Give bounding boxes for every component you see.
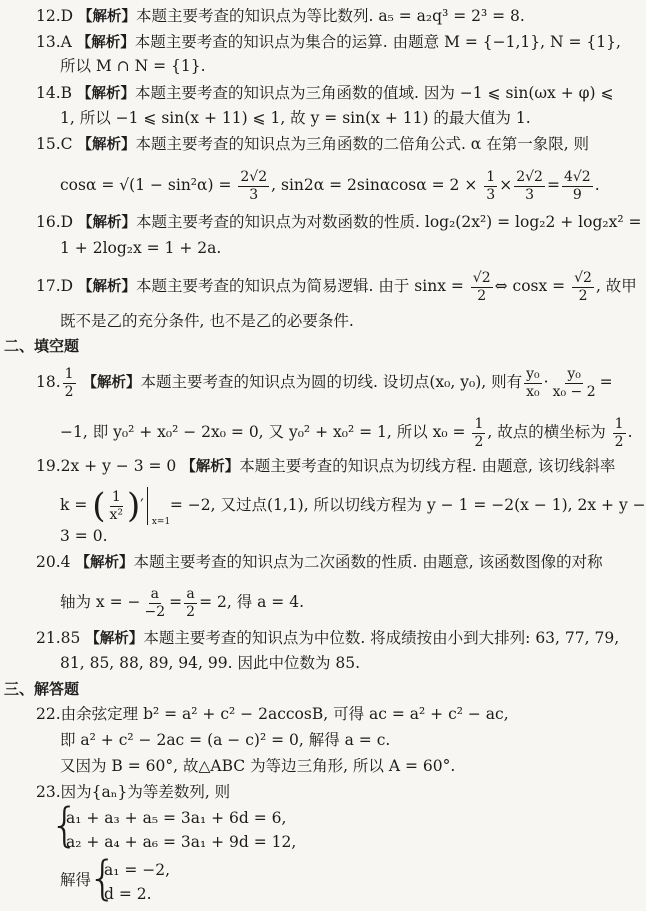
q17-text-a: 本题主要考查的知识点为简易逻辑. 由于 sinx =	[136, 277, 464, 295]
q18-text-a: 本题主要考查的知识点为圆的切线. 设切点(x₀, y₀), 则有	[140, 373, 523, 391]
q12-label: 12.D	[36, 7, 74, 25]
q17-fraction-1: $\frac{√2}{2}$	[472, 269, 491, 304]
q18-fraction-2: $\frac{\text{y₀}}{\text{x₀ − 2}}$	[552, 365, 596, 400]
q20-line-1	[36, 552, 603, 574]
q19-text-1: 本题主要考查的知识点为切线方程. 由题意, 该切线斜率	[239, 457, 616, 475]
q17-text-c: , 故甲	[595, 277, 637, 295]
q19-label: 19.2x + y − 3 = 0	[36, 457, 177, 475]
q21-label: 21.85	[36, 629, 81, 647]
q21-analysis-tag: 【解析】	[85, 631, 144, 647]
q18-label-fraction: $\frac{1}{2}$	[64, 365, 74, 400]
q20-analysis-tag: 【解析】	[75, 555, 134, 571]
q15-fraction-4: $\frac{4√2}{9}$	[563, 168, 591, 203]
q19-line-1	[36, 456, 615, 478]
q21-text-1: 本题主要考查的知识点为中位数. 将成绩按由小到大排列: 63, 77, 79,	[143, 629, 620, 647]
q14-text-1: 本题主要考查的知识点为三角函数的值域. 因为 −1 ⩽ sin(ωx + φ) ⩽	[134, 84, 614, 102]
q18-text-2b: , 故点的横坐标为	[487, 423, 606, 441]
q18-text-2a: −1, 即 y₀² + x₀² − 2x₀ = 0, 又 y₀² + x₀² = 1, 所以 x₀ =	[60, 423, 466, 441]
q17-text-b: ⇔ cosx =	[494, 277, 566, 295]
q15-line-1	[36, 134, 589, 156]
q15-fraction-2: $\frac{1}{3}$	[486, 168, 496, 203]
q21-line-2: 81, 85, 88, 89, 94, 99. 因此中位数为 85.	[60, 654, 361, 672]
q17-line-2: 既不是乙的充分条件, 也不是乙的必要条件.	[60, 312, 354, 330]
q20-line-2: 轴为 x = − $\frac{a}{-2}$ = $\frac{a}{2}$ = 2, 得 a = 4.	[60, 585, 304, 620]
q23-solution-2: d = 2.	[104, 885, 152, 903]
q20-fraction-2: $\frac{a}{2}$	[186, 585, 196, 620]
q15-equals: =	[546, 176, 560, 194]
q20-fraction-1: $\frac{a}{-2}$	[144, 585, 166, 620]
section-answer-heading: 三、解答题	[4, 680, 80, 698]
q20-text-2c: = 2, 得 a = 4.	[199, 593, 304, 611]
q13-line-2: 所以 M ∩ N = {1}.	[60, 57, 206, 75]
q18-fraction-1: $\frac{\text{y₀}}{\text{x₀}}$	[526, 365, 540, 400]
q15-text-1: 本题主要考查的知识点为三角函数的二倍角公式. α 在第一象限, 则	[135, 135, 590, 153]
q14-line-1	[36, 83, 613, 105]
q17-analysis-tag: 【解析】	[78, 279, 137, 295]
q19-fraction: $\frac{1}{\text{x²}}$	[109, 488, 124, 523]
q13-text-1: 本题主要考查的知识点为集合的运算. 由题意 M = {−1,1}, N = {1},	[134, 33, 621, 51]
q23-system-eq-2: a₂ + a₄ + a₆ = 3a₁ + 9d = 12,	[66, 833, 297, 851]
q22-line-3: 又因为 B = 60°, 故△ABC 为等边三角形, 所以 A = 60°.	[60, 757, 456, 775]
q23-system-eq-1: a₁ + a₃ + a₅ = 3a₁ + 6d = 6,	[66, 809, 287, 827]
q20-text-2a: 轴为 x = −	[60, 593, 141, 611]
q15-analysis-tag: 【解析】	[77, 137, 136, 153]
q18-fraction-3: $\frac{1}{2}$	[474, 415, 484, 450]
q15-sin2a-expr: , sin2α = 2sinαcosα = 2 ×	[271, 176, 478, 194]
q18-analysis-tag: 【解析】	[82, 375, 141, 391]
q19-line-2: k = ( $\frac{1}{\text{x²}}$ )′ x=1 = −2, 又过点(1,1), 所以切线方程为 y − 1 = −2(x − 1), 2x + y −	[60, 486, 646, 527]
q14-line-2: 1, 所以 −1 ⩽ sin(x + 11) ⩽ 1, 故 y = sin(x + 11) 的最大值为 1.	[60, 109, 531, 127]
q16-label: 16.D	[36, 213, 74, 231]
q20-text-1: 本题主要考查的知识点为二次函数的性质. 由题意, 该函数图像的对称	[133, 553, 603, 571]
q23-system-brace: {	[50, 798, 80, 852]
q19-analysis-tag: 【解析】	[181, 459, 240, 475]
q18-line-1: 18. $\frac{1}{2}$ 【解析】本题主要考查的知识点为圆的切线. 设切点(x₀, y₀), 则有 $\frac{\text{y₀}}{\text{x₀}}$ · $\frac{\text{y₀}}{\text{x₀ − 2}}$ =	[36, 365, 613, 400]
q13-analysis-tag: 【解析】	[76, 35, 135, 51]
q18-fraction-4: $\frac{1}{2}$	[614, 415, 624, 450]
q16-text-1: 本题主要考查的知识点为对数函数的性质. log₂(2x²) = log₂2 + log₂x² =	[136, 213, 642, 231]
q15-line-2: cosα = √(1 − sin²α) = $\frac{2√2}{3}$ , sin2α = 2sinαcosα = 2 × $\frac{1}{3}$ × $\frac{2√2}{3}$ = $\frac{4√2}{9}$ .	[60, 168, 600, 203]
q23-solve-label: 解得	[60, 871, 92, 889]
q15-cos-expr: cosα = √(1 − sin²α) =	[60, 176, 232, 194]
q16-line-1	[36, 212, 641, 234]
q17-fraction-2: $\frac{√2}{2}$	[574, 269, 592, 304]
q20-label: 20.4	[36, 553, 71, 571]
q16-line-2: 1 + 2log₂x = 1 + 2a.	[60, 239, 222, 257]
q12-line-1	[36, 6, 525, 28]
q14-analysis-tag: 【解析】	[76, 86, 135, 102]
q18-line-2: −1, 即 y₀² + x₀² − 2x₀ = 0, 又 y₀² + x₀² = 1, 所以 x₀ = $\frac{1}{2}$ , 故点的横坐标为 $\frac{1}{2}$ .	[60, 415, 633, 450]
q22-line-2: 即 a² + c² − 2ac = (a − c)² = 0, 解得 a = c.	[60, 731, 391, 749]
q19-k: k =	[60, 496, 88, 514]
q22-line-1: 22.由余弦定理 b² = a² + c² − 2accosB, 可得 ac = a² + c² − ac,	[36, 705, 509, 723]
q17-line-1	[36, 266, 637, 306]
q12-text: 本题主要考查的知识点为等比数列.	[136, 7, 374, 25]
q12-analysis-tag: 【解析】	[78, 9, 137, 25]
q17-label: 17.D	[36, 277, 74, 295]
q19-evaluation-bar: x=1	[147, 487, 170, 525]
q15-fraction-3: $\frac{2√2}{3}$	[516, 168, 543, 203]
q16-analysis-tag: 【解析】	[78, 215, 137, 231]
q13-line-1	[36, 32, 621, 54]
q18-label-prefix: 18.	[36, 373, 61, 391]
q19-line-3: 3 = 0.	[60, 527, 108, 545]
q15-label: 15.C	[36, 135, 73, 153]
q23-solution-brace: {	[88, 851, 118, 905]
q21-line-1	[36, 628, 619, 650]
q12-formula: a₅ = a₂q³ = 2³ = 8.	[378, 7, 525, 25]
q19-text-2: = −2, 又过点(1,1), 所以切线方程为 y − 1 = −2(x − 1), 2x + y −	[169, 496, 646, 514]
q13-label: 13.A	[36, 33, 72, 51]
q15-times: ×	[499, 176, 513, 194]
q15-fraction-1: $\frac{2√2}{3}$	[240, 168, 268, 203]
q14-label: 14.B	[36, 84, 73, 102]
q23-line-1: 23.因为{aₙ}为等差数列, 则	[36, 783, 231, 801]
section-fill-in-heading: 二、填空题	[4, 337, 80, 355]
q23-solution-1: a₁ = −2,	[104, 861, 171, 879]
